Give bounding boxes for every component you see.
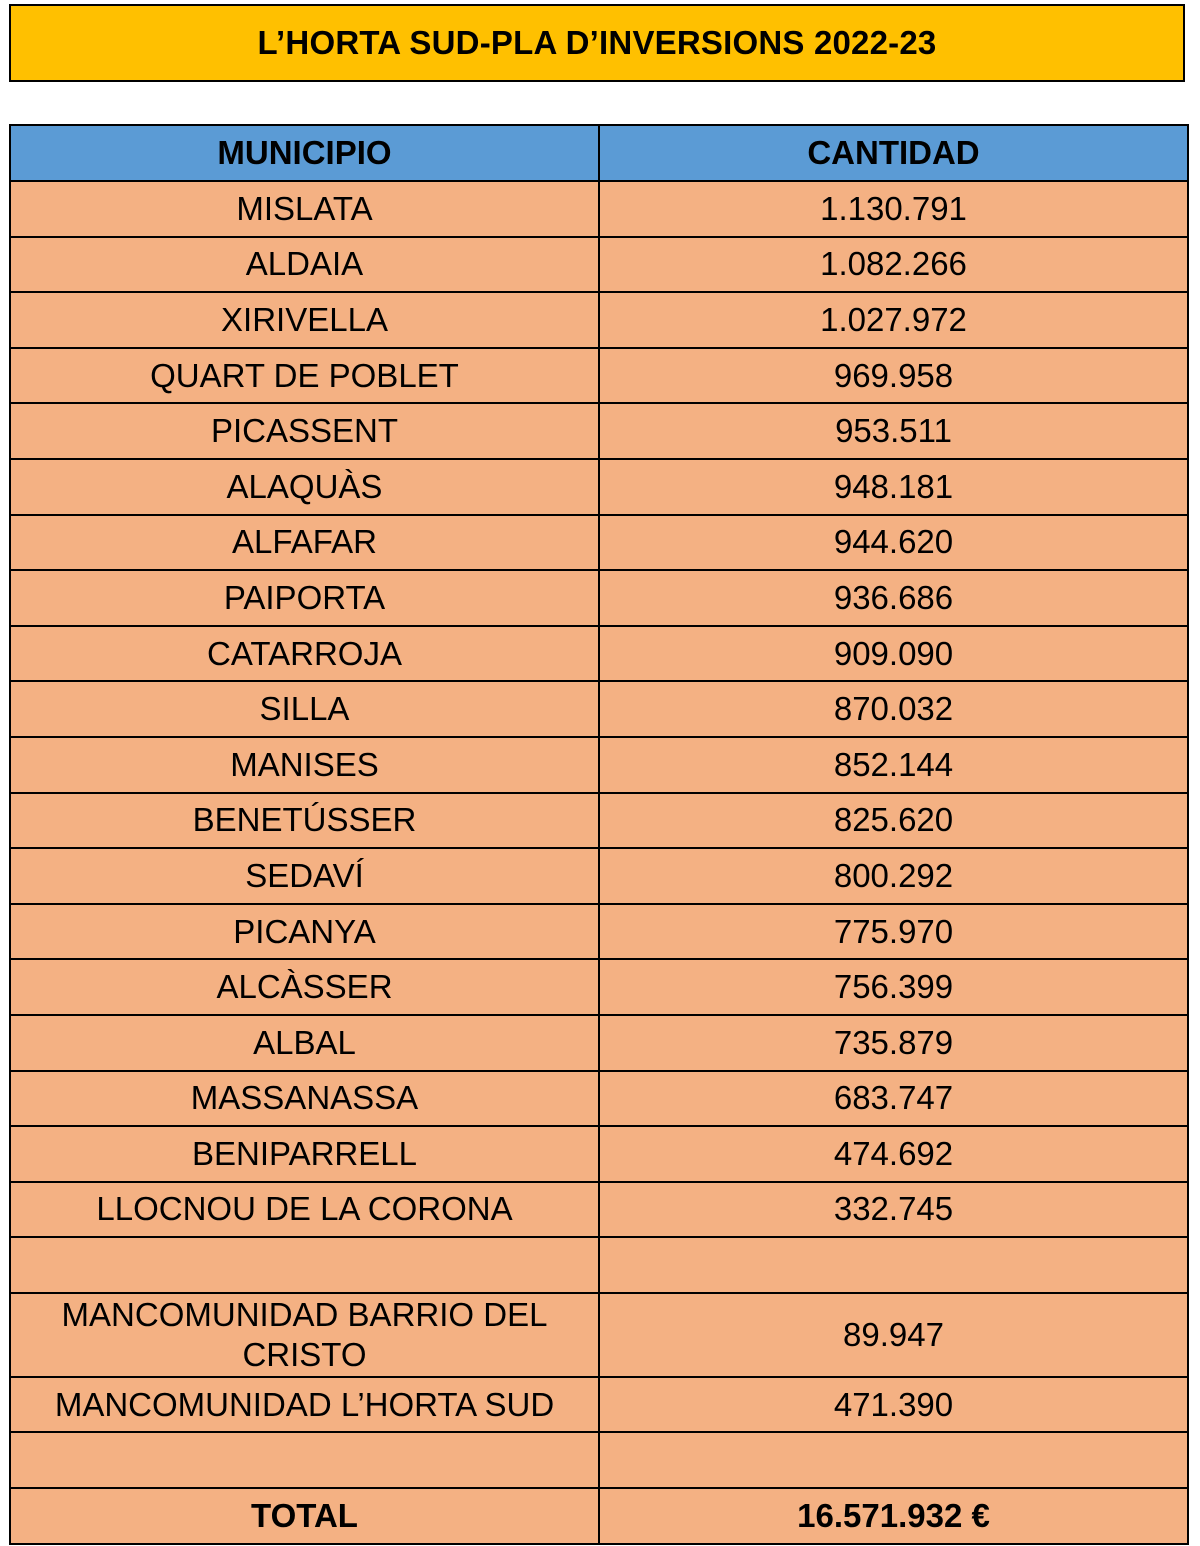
cantidad-cell: 471.390 xyxy=(599,1377,1188,1433)
cantidad-cell: 735.879 xyxy=(599,1015,1188,1071)
municipio-cell: ALDAIA xyxy=(10,237,599,293)
municipio-cell: QUART DE POBLET xyxy=(10,348,599,404)
table-row xyxy=(10,570,1188,626)
table-row xyxy=(10,237,1188,293)
table-row xyxy=(10,681,1188,737)
cantidad-cell: 89.947 xyxy=(599,1293,1188,1377)
municipio-cell: ALFAFAR xyxy=(10,515,599,571)
total-label: TOTAL xyxy=(10,1488,599,1544)
cantidad-cell: 852.144 xyxy=(599,737,1188,793)
empty-row xyxy=(10,1237,1188,1293)
cantidad-cell: 756.399 xyxy=(599,959,1188,1015)
cantidad-cell: 969.958 xyxy=(599,348,1188,404)
total-row xyxy=(10,1488,1188,1544)
cantidad-cell: 683.747 xyxy=(599,1071,1188,1127)
cantidad-cell: 332.745 xyxy=(599,1182,1188,1238)
municipio-cell: ALBAL xyxy=(10,1015,599,1071)
table-row xyxy=(10,959,1188,1015)
empty-row xyxy=(10,1432,1188,1488)
cantidad-cell: 948.181 xyxy=(599,459,1188,515)
municipio-cell: PICANYA xyxy=(10,904,599,960)
municipio-cell: PAIPORTA xyxy=(10,570,599,626)
cantidad-cell: 825.620 xyxy=(599,793,1188,849)
table-row xyxy=(10,403,1188,459)
table-row xyxy=(10,1377,1188,1433)
cantidad-cell xyxy=(599,1432,1188,1488)
cantidad-cell: 909.090 xyxy=(599,626,1188,682)
cantidad-cell xyxy=(599,1237,1188,1293)
municipio-cell: LLOCNOU DE LA CORONA xyxy=(10,1182,599,1238)
page-title: L’HORTA SUD-PLA D’INVERSIONS 2022-23 xyxy=(257,24,937,61)
cantidad-cell: 775.970 xyxy=(599,904,1188,960)
municipio-cell: MASSANASSA xyxy=(10,1071,599,1127)
title-banner xyxy=(9,4,1185,82)
table-row xyxy=(10,1126,1188,1182)
table-row xyxy=(10,626,1188,682)
cantidad-cell: 953.511 xyxy=(599,403,1188,459)
municipio-cell xyxy=(10,1432,599,1488)
municipio-cell: BENIPARRELL xyxy=(10,1126,599,1182)
municipio-cell: SEDAVÍ xyxy=(10,848,599,904)
table-row xyxy=(10,904,1188,960)
table-row xyxy=(10,793,1188,849)
municipio-cell: ALCÀSSER xyxy=(10,959,599,1015)
table-row xyxy=(10,848,1188,904)
municipio-cell: SILLA xyxy=(10,681,599,737)
cantidad-cell: 944.620 xyxy=(599,515,1188,571)
cantidad-cell: 936.686 xyxy=(599,570,1188,626)
municipio-cell: PICASSENT xyxy=(10,403,599,459)
investment-table xyxy=(9,124,1189,1545)
municipio-cell: ALAQUÀS xyxy=(10,459,599,515)
municipio-cell: XIRIVELLA xyxy=(10,292,599,348)
table-row xyxy=(10,292,1188,348)
table-row xyxy=(10,1071,1188,1127)
table-row xyxy=(10,737,1188,793)
cantidad-cell: 1.082.266 xyxy=(599,237,1188,293)
cantidad-cell: 800.292 xyxy=(599,848,1188,904)
column-header-cantidad: CANTIDAD xyxy=(599,125,1188,181)
cantidad-cell: 1.027.972 xyxy=(599,292,1188,348)
table-row xyxy=(10,348,1188,404)
table-row xyxy=(10,1293,1188,1377)
municipio-cell: MANCOMUNIDAD BARRIO DEL CRISTO xyxy=(10,1293,599,1377)
municipio-cell: BENETÚSSER xyxy=(10,793,599,849)
column-header-municipio: MUNICIPIO xyxy=(10,125,599,181)
table-row xyxy=(10,1015,1188,1071)
table-row xyxy=(10,181,1188,237)
municipio-cell: CATARROJA xyxy=(10,626,599,682)
table-row xyxy=(10,459,1188,515)
cantidad-cell: 474.692 xyxy=(599,1126,1188,1182)
municipio-cell: MANCOMUNIDAD L’HORTA SUD xyxy=(10,1377,599,1433)
cantidad-cell: 870.032 xyxy=(599,681,1188,737)
table-header-row xyxy=(10,125,1188,181)
table-row xyxy=(10,515,1188,571)
cantidad-cell: 1.130.791 xyxy=(599,181,1188,237)
municipio-cell: MISLATA xyxy=(10,181,599,237)
municipio-cell: MANISES xyxy=(10,737,599,793)
table-row xyxy=(10,1182,1188,1238)
total-value: 16.571.932 € xyxy=(599,1488,1188,1544)
municipio-cell xyxy=(10,1237,599,1293)
